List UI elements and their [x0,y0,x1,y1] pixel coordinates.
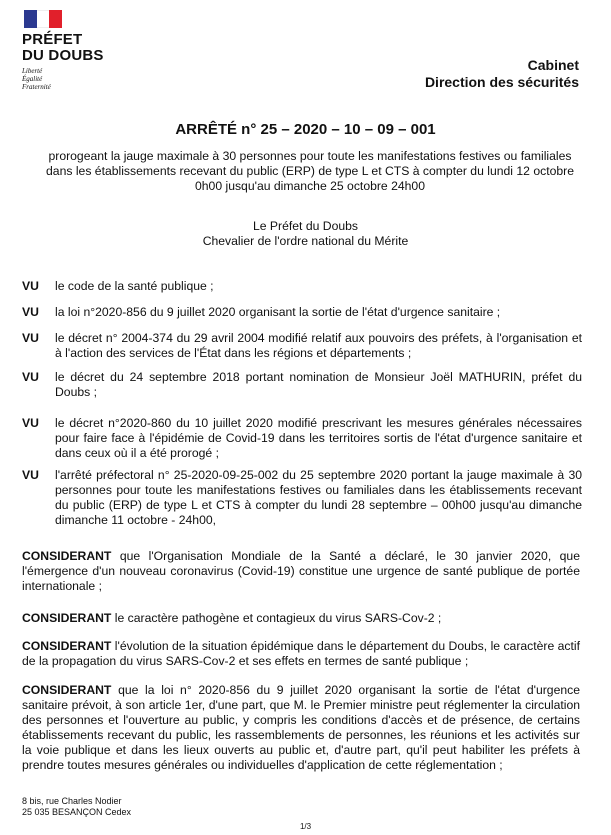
vu-item [22,331,582,361]
vu-text: le décret n°2020-860 du 10 juillet 2020 modifié prescrivant les mesures générales nécessaires pour faire face à l'épidémie de Covid-19 dans les territoires sortis de l'état d'urgence sanitaire et dans ceux où il a été prorogé ; [55,416,582,460]
republic-motto [22,67,142,91]
vu-item [22,305,582,320]
vu-label: VU [22,331,39,345]
authority-honor: Chevalier de l'ordre national du Mérite [202,234,409,248]
vu-label: VU [22,305,39,319]
french-flag-icon [24,10,62,28]
prefecture-name [22,32,142,64]
vu-text: le décret du 24 septembre 2018 portant nomination de Monsieur Joël MATHURIN, préfet du Doubs ; [55,370,582,399]
vu-label: VU [22,416,39,430]
considerant-item [22,639,580,669]
considerant-text: que l'Organisation Mondiale de la Santé a déclaré, le 30 janvier 2020, que l'émergence d'un nouveau coronavirus (Covid-19) constitue une urgence de santé publique de portée internationale ; [22,549,580,593]
authority-block [0,219,611,249]
address-street: 8 bis, rue Charles Nodier [22,796,122,806]
prefecture-logo [22,10,142,91]
postal-address [22,796,131,818]
vu-label: VU [22,468,39,482]
vu-item [22,370,582,400]
considerant-item [22,611,580,626]
considerant-label: CONSIDERANT [22,639,112,653]
considerant-text: l'évolution de la situation épidémique dans le département du Doubs, le caractère actif de la propagation du virus SARS-Cov-2 et ses effets en termes de santé publique ; [22,639,581,668]
motto-fraternite: Fraternité [22,83,51,91]
considerant-label: CONSIDERANT [22,683,112,697]
prefecture-name-line1: PRÉFET [22,31,83,48]
service-direction: Direction des sécurités [424,74,579,90]
vu-text: l'arrêté préfectoral n° 25-2020-09-25-002 du 25 septembre 2020 portant la jauge maximale à 30 personnes pour toute les manifestations festives ou familiales dans les établissements recevant du public (ERP) de type L et CTS à compter du lundi 28 septembre – 00h00 jusqu'au dimanche dimanche 11 octobre - 24h00, [55,468,582,527]
motto-egalite: Égalité [22,75,43,83]
motto-liberte: Liberté [22,67,43,75]
decree-title: ARRÊTÉ n° 25 – 2020 – 10 – 09 – 001 [175,121,436,138]
decree-subtitle [40,149,580,194]
issuing-service [425,57,579,91]
subtitle-line: dans les établissements recevant du public (ERP) de type L et CTS à compter du lundi 12 octobre [46,164,574,178]
considerant-item [22,549,580,594]
vu-item [22,468,582,528]
subtitle-line: 0h00 jusqu'au dimanche 25 octobre 24h00 [194,179,425,193]
prefecture-name-line2: DU DOUBS [22,47,104,64]
address-city: 25 035 BESANÇON Cedex [22,807,132,817]
considerant-text: que la loi n° 2020-856 du 9 juillet 2020 organisant la sortie de l'état d'urgence sanitaire prévoit, à son article 1er, d'une part, que M. le Premier ministre peut réglementer la circulation des personnes et l'ouverture au public, y compris les conditions d'accès et de présence, de certains établissements recevant du public, les rassemblements de personnes, les réunions et les activités sur la voie publique et dans les lieux ouverts au public et, d'autre part, qu'il peut habiliter les préfets à prendre toutes mesures générales ou individuelles d'application de cette réglementation ; [22,683,580,772]
vu-text: la loi n°2020-856 du 9 juillet 2020 organisant la sortie de l'état d'urgence sanitaire ; [55,305,501,319]
subtitle-line: prorogeant la jauge maximale à 30 personnes pour toute les manifestations festives ou familiales [48,149,572,163]
service-cabinet: Cabinet [527,57,579,73]
considerant-label: CONSIDERANT [22,611,112,625]
vu-text: le décret n° 2004-374 du 29 avril 2004 modifié relatif aux pouvoirs des préfets, à l'organisation et à l'action des services de l'État dans les régions et départements ; [55,331,582,360]
considerant-item [22,683,580,773]
page-number: 1/3 [299,822,312,831]
considerant-label: CONSIDERANT [22,549,112,563]
authority-title: Le Préfet du Doubs [252,219,359,233]
considerant-text: le caractère pathogène et contagieux du virus SARS-Cov-2 ; [114,611,442,625]
vu-text: le code de la santé publique ; [55,279,214,293]
vu-label: VU [22,370,39,384]
vu-item [22,416,582,461]
vu-label: VU [22,279,39,293]
vu-item [22,279,582,294]
